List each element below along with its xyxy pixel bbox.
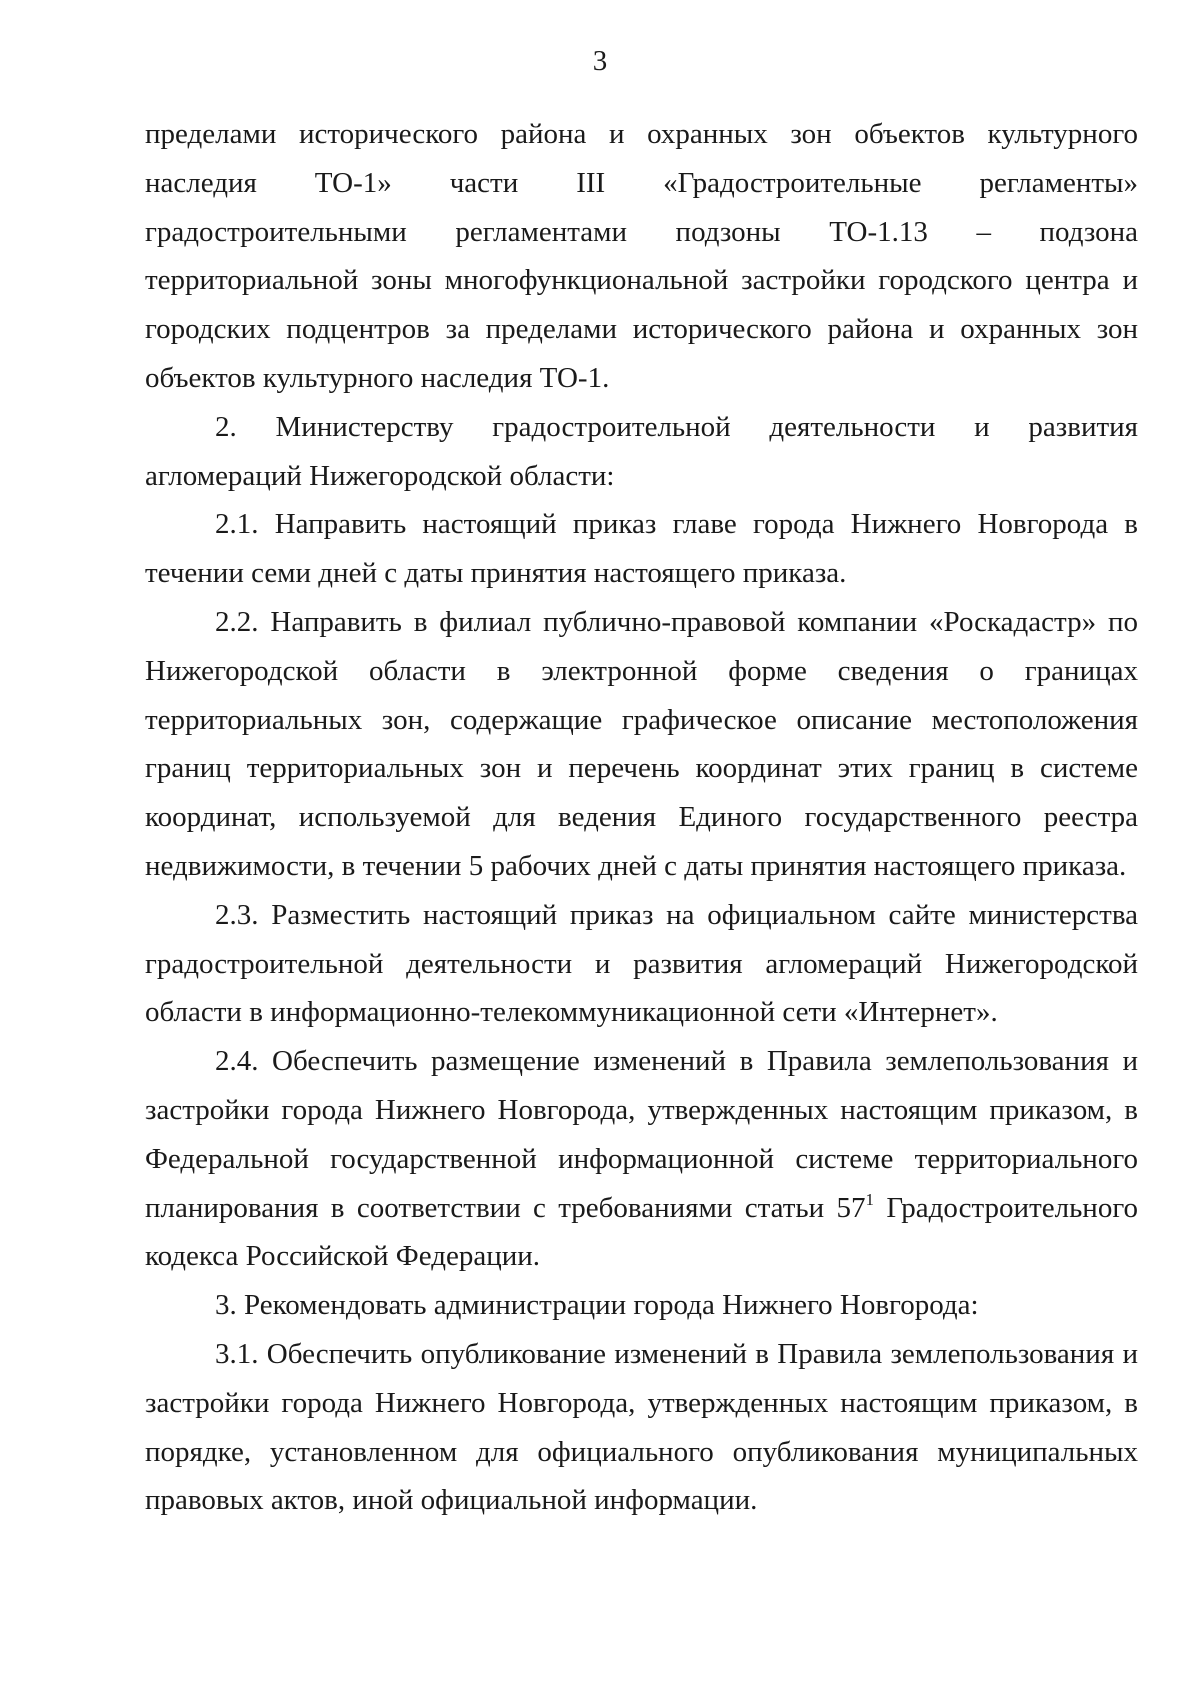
paragraph-item-3-1: 3.1. Обеспечить опубликование изменений в Правила землепользования и застройки города Нижнего Новгорода, утвержденных настоящим приказом, в порядке, установленном для официального опубликования муниципальных правовых актов, иной официальной информации. — [145, 1337, 1138, 1517]
paragraph-item-2-4-text-after: Градостроительного кодекса Российской Федерации. — [145, 1191, 1139, 1273]
paragraph-item-2-4 — [145, 1037, 1138, 1281]
paragraph-item-2-1: 2.1. Направить настоящий приказ главе города Нижнего Новгорода в течении семи дней с даты принятия настоящего приказа. — [145, 508, 1138, 590]
article-superscript: 1 — [865, 1189, 875, 1209]
paragraph-item-3: 3. Рекомендовать администрации города Нижнего Новгорода: — [215, 1289, 979, 1322]
paragraph-item-2-3: 2.3. Разместить настоящий приказ на официальном сайте министерства градостроительной деятельности и развития агломераций Нижегородской области в информационно-телекоммуникационной сети «Интернет». — [145, 898, 1138, 1029]
paragraph-item-2: 2. Министерству градостроительной деятельности и развития агломераций Нижегородской области: — [145, 410, 1138, 492]
paragraph-continuation: пределами исторического района и охранных зон объектов культурного наследия ТО-1» части III «Градостроительные регламенты» градостроительными регламентами подзоны ТО-1.13 – подзона территориальной зоны многофункциональной застройки городского центра и городских подцентров за пределами исторического района и охранных зон объектов культурного наследия ТО-1. — [145, 118, 1138, 394]
page-number: 3 — [592, 45, 608, 77]
paragraph-item-2-4-text-before: 2.4. Обеспечить размещение изменений в Правила землепользования и застройки города Нижнего Новгорода, утвержденных настоящим приказом, в Федеральной государственной информационной системе территориального планирования в соответствии с требованиями статьи 57 — [145, 1045, 1138, 1224]
paragraph-item-2-2: 2.2. Направить в филиал публично-правовой компании «Роскадастр» по Нижегородской области в электронной форме сведения о границах территориальных зон, содержащие графическое описание местоположения границ территориальных зон и перечень координат этих границ в системе координат, используемой для ведения Единого государственного реестра недвижимости, в течении 5 рабочих дней с даты принятия настоящего приказа. — [145, 605, 1138, 882]
document-body — [145, 110, 1138, 1525]
